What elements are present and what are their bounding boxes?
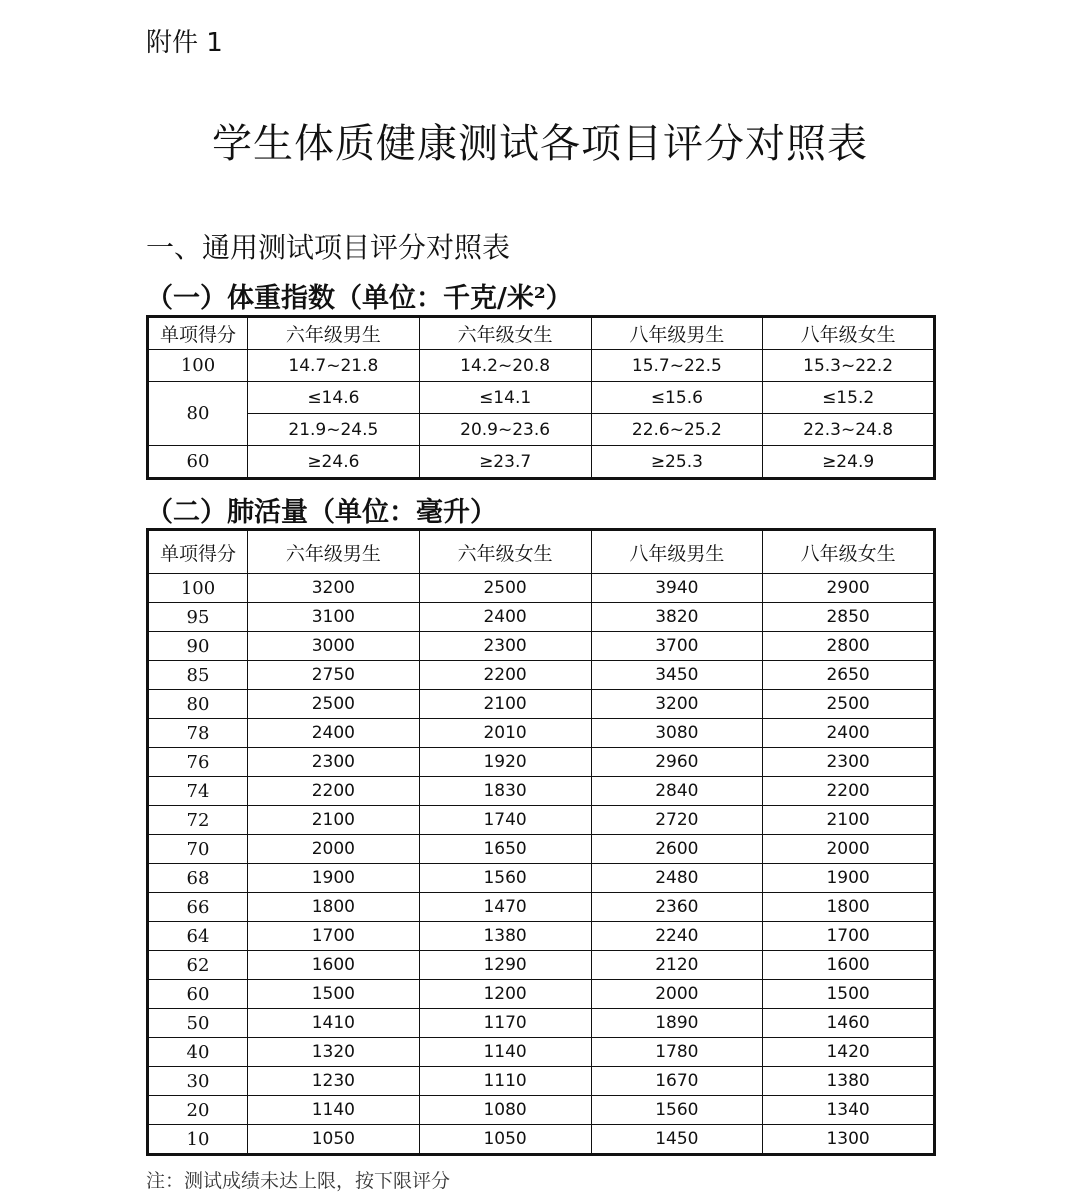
table-row <box>148 893 935 922</box>
table-row <box>148 1009 935 1038</box>
table-cell: 1560 <box>591 1096 763 1125</box>
table-cell: 2400 <box>763 719 935 748</box>
table-row <box>148 922 935 951</box>
score-cell: 60 <box>148 980 248 1009</box>
table-cell: 1340 <box>763 1096 935 1125</box>
score-cell: 80 <box>148 690 248 719</box>
table-cell: 2120 <box>591 951 763 980</box>
table-cell: 1650 <box>419 835 591 864</box>
table-row <box>148 574 935 603</box>
score-cell: 76 <box>148 748 248 777</box>
table-cell: 2750 <box>248 661 420 690</box>
table-cell: 1050 <box>419 1125 591 1155</box>
table-cell: 2240 <box>591 922 763 951</box>
bmi-table <box>146 315 936 480</box>
table-row <box>148 806 935 835</box>
table-cell: 3200 <box>591 690 763 719</box>
table-cell: 2720 <box>591 806 763 835</box>
table-cell: 2400 <box>248 719 420 748</box>
table-row <box>148 632 935 661</box>
table-row <box>148 719 935 748</box>
table-row <box>148 414 935 446</box>
score-cell: 62 <box>148 951 248 980</box>
table-cell: 2650 <box>763 661 935 690</box>
column-header: 八年级男生 <box>591 530 763 574</box>
table-header-row <box>148 317 935 350</box>
table-cell: 1410 <box>248 1009 420 1038</box>
table-cell: ≥24.9 <box>763 446 935 479</box>
score-cell: 72 <box>148 806 248 835</box>
table-cell: 1740 <box>419 806 591 835</box>
table-cell: 1140 <box>248 1096 420 1125</box>
table-cell: 3080 <box>591 719 763 748</box>
table-cell: 2900 <box>763 574 935 603</box>
table-cell: 1800 <box>248 893 420 922</box>
column-header: 六年级女生 <box>419 317 591 350</box>
table-row <box>148 690 935 719</box>
table-cell: 1670 <box>591 1067 763 1096</box>
table-cell: 1500 <box>248 980 420 1009</box>
score-cell: 30 <box>148 1067 248 1096</box>
vital-capacity-rows <box>148 574 935 1155</box>
vital-capacity-table <box>146 528 936 1156</box>
table-cell: ≤14.1 <box>419 382 591 414</box>
table-cell: 1140 <box>419 1038 591 1067</box>
score-cell: 74 <box>148 777 248 806</box>
column-header: 八年级女生 <box>763 317 935 350</box>
footnote: 注：测试成绩未达上限，按下限评分 <box>146 1170 451 1192</box>
table-cell: 1200 <box>419 980 591 1009</box>
table-cell: 3200 <box>248 574 420 603</box>
table-cell: 1830 <box>419 777 591 806</box>
table-cell: 14.7~21.8 <box>248 350 420 382</box>
table-cell: 1170 <box>419 1009 591 1038</box>
table-cell: 1080 <box>419 1096 591 1125</box>
table-header-row <box>148 530 935 574</box>
score-cell: 50 <box>148 1009 248 1038</box>
column-header: 八年级女生 <box>763 530 935 574</box>
table-cell: 1050 <box>248 1125 420 1155</box>
table-row <box>148 382 935 414</box>
score-cell: 40 <box>148 1038 248 1067</box>
table-cell: 2100 <box>248 806 420 835</box>
table-cell: 2360 <box>591 893 763 922</box>
table-cell: 15.7~22.5 <box>591 350 763 382</box>
table-cell: 1380 <box>763 1067 935 1096</box>
table-cell: 1560 <box>419 864 591 893</box>
column-header: 六年级男生 <box>248 530 420 574</box>
table-row <box>148 446 935 479</box>
table-cell: 15.3~22.2 <box>763 350 935 382</box>
table-cell: 2300 <box>763 748 935 777</box>
table-cell: 2010 <box>419 719 591 748</box>
table-cell: 2500 <box>419 574 591 603</box>
table-cell: 3700 <box>591 632 763 661</box>
table-cell: 2000 <box>248 835 420 864</box>
table-cell: 1320 <box>248 1038 420 1067</box>
table-row <box>148 951 935 980</box>
table-cell: 1600 <box>248 951 420 980</box>
table-row <box>148 864 935 893</box>
score-cell: 60 <box>148 446 248 479</box>
score-cell: 78 <box>148 719 248 748</box>
table-cell: ≤15.6 <box>591 382 763 414</box>
table-cell: ≥23.7 <box>419 446 591 479</box>
table-cell: 3940 <box>591 574 763 603</box>
table-cell: 2000 <box>763 835 935 864</box>
table-cell: 2500 <box>248 690 420 719</box>
table-cell: 2480 <box>591 864 763 893</box>
table-cell: 2300 <box>248 748 420 777</box>
table-cell: 1700 <box>763 922 935 951</box>
table-cell: 1900 <box>248 864 420 893</box>
table-cell: 1500 <box>763 980 935 1009</box>
table-cell: 3000 <box>248 632 420 661</box>
table-cell: 3100 <box>248 603 420 632</box>
table-cell: 2200 <box>248 777 420 806</box>
table-cell: 2400 <box>419 603 591 632</box>
score-cell: 10 <box>148 1125 248 1155</box>
score-cell: 85 <box>148 661 248 690</box>
table-row <box>148 350 935 382</box>
column-header: 六年级男生 <box>248 317 420 350</box>
table-cell: 2200 <box>763 777 935 806</box>
table-row <box>148 980 935 1009</box>
table-cell: 1700 <box>248 922 420 951</box>
table-cell: ≤15.2 <box>763 382 935 414</box>
table-row <box>148 1125 935 1155</box>
table-cell: ≥24.6 <box>248 446 420 479</box>
table-cell: 20.9~23.6 <box>419 414 591 446</box>
table-cell: 1920 <box>419 748 591 777</box>
score-cell: 100 <box>148 574 248 603</box>
score-cell: 70 <box>148 835 248 864</box>
table-cell: 3450 <box>591 661 763 690</box>
table-cell: 1460 <box>763 1009 935 1038</box>
score-cell: 64 <box>148 922 248 951</box>
column-header: 六年级女生 <box>419 530 591 574</box>
table-cell: 2100 <box>419 690 591 719</box>
table-cell: 1300 <box>763 1125 935 1155</box>
table-cell: 1890 <box>591 1009 763 1038</box>
section-heading: 一、通用测试项目评分对照表 <box>146 231 511 264</box>
score-cell: 20 <box>148 1096 248 1125</box>
table-row <box>148 603 935 632</box>
table-cell: 1450 <box>591 1125 763 1155</box>
table-cell: 2600 <box>591 835 763 864</box>
score-cell: 80 <box>148 382 248 446</box>
table-row <box>148 748 935 777</box>
table-cell: 2300 <box>419 632 591 661</box>
table-cell: 22.3~24.8 <box>763 414 935 446</box>
table-cell: 2200 <box>419 661 591 690</box>
score-cell: 66 <box>148 893 248 922</box>
table-cell: 21.9~24.5 <box>248 414 420 446</box>
table-cell: 1470 <box>419 893 591 922</box>
table-cell: 3820 <box>591 603 763 632</box>
table-row <box>148 777 935 806</box>
table-cell: 1230 <box>248 1067 420 1096</box>
table-cell: 2960 <box>591 748 763 777</box>
table-cell: 2800 <box>763 632 935 661</box>
table-cell: 14.2~20.8 <box>419 350 591 382</box>
attachment-label: 附件 1 <box>146 28 223 58</box>
score-cell: 100 <box>148 350 248 382</box>
table-row <box>148 661 935 690</box>
vital-capacity-heading: （二）肺活量（单位：毫升） <box>146 497 497 528</box>
table-cell: 1420 <box>763 1038 935 1067</box>
table-cell: 1110 <box>419 1067 591 1096</box>
score-cell: 95 <box>148 603 248 632</box>
table-cell: 2840 <box>591 777 763 806</box>
table-row <box>148 1038 935 1067</box>
table-row <box>148 1067 935 1096</box>
table-cell: ≤14.6 <box>248 382 420 414</box>
table-cell: 2500 <box>763 690 935 719</box>
table-cell: 1900 <box>763 864 935 893</box>
table-cell: 1290 <box>419 951 591 980</box>
table-cell: 2100 <box>763 806 935 835</box>
column-header: 单项得分 <box>148 317 248 350</box>
table-cell: 22.6~25.2 <box>591 414 763 446</box>
table-cell: 1780 <box>591 1038 763 1067</box>
table-row <box>148 835 935 864</box>
table-cell: 2850 <box>763 603 935 632</box>
table-cell: 1800 <box>763 893 935 922</box>
score-cell: 90 <box>148 632 248 661</box>
page-title: 学生体质健康测试各项目评分对照表 <box>212 121 868 167</box>
table-cell: ≥25.3 <box>591 446 763 479</box>
column-header: 单项得分 <box>148 530 248 574</box>
score-cell: 68 <box>148 864 248 893</box>
table-cell: 1380 <box>419 922 591 951</box>
bmi-heading: （一）体重指数（单位：千克/米²） <box>146 283 573 314</box>
table-cell: 1600 <box>763 951 935 980</box>
column-header: 八年级男生 <box>591 317 763 350</box>
table-cell: 2000 <box>591 980 763 1009</box>
table-row <box>148 1096 935 1125</box>
